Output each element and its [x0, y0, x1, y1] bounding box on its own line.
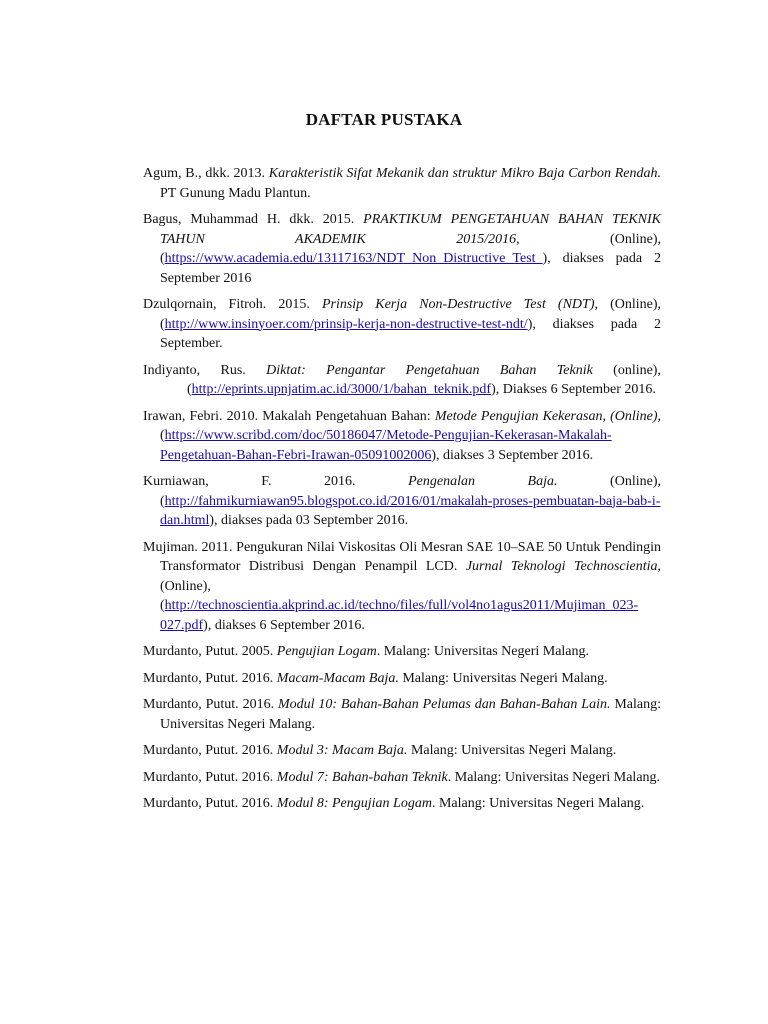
reference-entry: Indiyanto, Rus. Diktat: Pengantar Pengetahuan Bahan Teknik (online), (http://eprints.upnjatim.ac.id/3000/1/bahan_teknik.pdf), Diakses 6 September 2016. — [143, 362, 661, 397]
reference-link[interactable]: http://fahmikurniawan95.blogspot.co.id/2016/01/makalah-proses-pembuatan-baja-bab-i-dan.html — [160, 493, 661, 528]
page-title: DAFTAR PUSTAKA — [305, 110, 463, 129]
reference-entry: Murdanto, Putut. 2016. Modul 3: Macam Baja. Malang: Universitas Negeri Malang. — [143, 743, 617, 758]
reference-entry: Dzulqornain, Fitroh. 2015. Prinsip Kerja Non-Destructive Test (NDT), (Online), (http://www.insinyoer.com/prinsip-kerja-non-destructive-test-ndt/), diakses pada 2 September. — [143, 297, 661, 351]
reference-link[interactable]: https://www.academia.edu/13117163/NDT_Non_Distructive_Test_ — [164, 251, 543, 266]
reference-entry: Murdanto, Putut. 2016. Modul 10: Bahan-Bahan Pelumas dan Bahan-Bahan Lain. Malang: Universitas Negeri Malang. — [143, 697, 662, 732]
reference-entry: Kurniawan, F. 2016. Pengenalan Baja. (Online), (http://fahmikurniawan95.blogspot.co.id/2016/01/makalah-proses-pembuatan-baja-bab-i-dan.html), diakses pada 03 September 2016. — [143, 474, 661, 528]
reference-entry: Murdanto, Putut. 2005. Pengujian Logam. Malang: Universitas Negeri Malang. — [143, 644, 590, 659]
reference-entry: Mujiman. 2011. Pengukuran Nilai Viskositas Oli Mesran SAE 10–SAE 50 Untuk Pendingin Transformator Distribusi Dengan Penampil LCD. Jurnal Teknologi Technoscientia, (Online), (http://technoscientia.akprind.ac.id/techno/files/full/vol4no1agus2011/Mujiman_023-027.pdf), diakses 6 September 2016. — [143, 539, 662, 633]
reference-entry: Agum, B., dkk. 2013. Karakteristik Sifat Mekanik dan struktur Mikro Baja Carbon Rendah. PT Gunung Madu Plantun. — [143, 166, 661, 201]
reference-link[interactable]: http://www.insinyoer.com/prinsip-kerja-non-destructive-test-ndt/ — [164, 316, 528, 332]
reference-entry: Murdanto, Putut. 2016. Modul 8: Pengujian Logam. Malang: Universitas Negeri Malang. — [143, 796, 645, 811]
reference-entry: Bagus, Muhammad H. dkk. 2015. PRAKTIKUM PENGETAHUAN BAHAN TEKNIK TAHUN AKADEMIK 2015/2016, (Online), (https://www.academia.edu/13117163/NDT_Non_Distructive_Test_), diakses pada 2 September 2016 — [143, 212, 661, 286]
reference-entry: Murdanto, Putut. 2016. Macam-Macam Baja. Malang: Universitas Negeri Malang. — [143, 670, 608, 686]
reference-entry: Murdanto, Putut. 2016. Modul 7: Bahan-bahan Teknik. Malang: Universitas Negeri Malang. — [143, 769, 661, 785]
reference-link[interactable]: http://technoscientia.akprind.ac.id/techno/files/full/vol4no1agus2011/Mujiman_023-027.pdf — [160, 598, 639, 633]
reference-link[interactable]: https://www.scribd.com/doc/50186047/Metode-Pengujian-Kekerasan-Makalah-Pengetahuan-Bahan-Febri-Irawan-05091002006 — [160, 428, 612, 463]
reference-entry: Irawan, Febri. 2010. Makalah Pengetahuan Bahan: Metode Pengujian Kekerasan, (Online), (https://www.scribd.com/doc/50186047/Metode-Pengujian-Kekerasan-Makalah-Pengetahuan-Bahan-Febri-Irawan-05091002006), diakses 3 September 2016. — [143, 408, 662, 463]
reference-link[interactable]: http://eprints.upnjatim.ac.id/3000/1/bahan_teknik.pdf — [191, 382, 492, 397]
reference-list — [143, 164, 661, 821]
